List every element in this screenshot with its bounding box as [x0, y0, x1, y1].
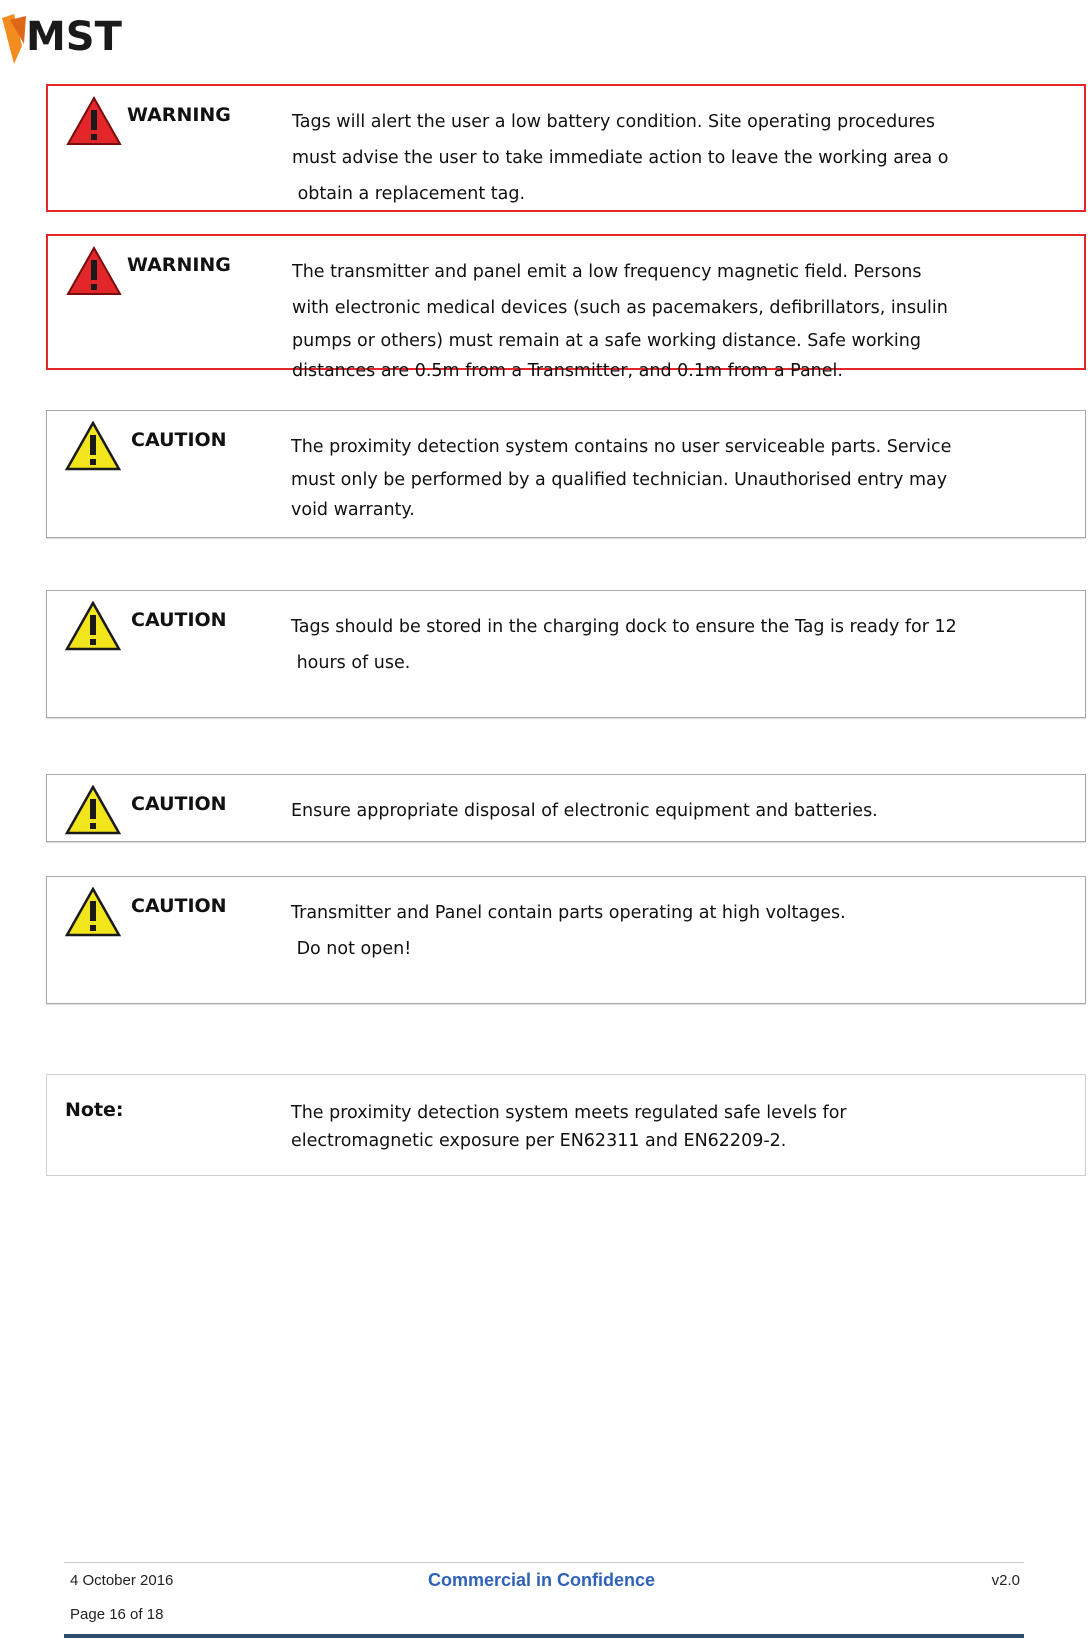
- notice-line: Tags should be stored in the charging dock to ensure the Tag is ready for 12: [291, 617, 957, 637]
- notice-label: CAUTION: [131, 609, 227, 631]
- logo-text: MST: [26, 14, 122, 60]
- footer-confidentiality: Commercial in Confidence: [428, 1570, 656, 1590]
- footer-version: v2.0: [991, 1572, 1020, 1589]
- notice-label: CAUTION: [131, 429, 227, 451]
- notice-line: pumps or others) must remain at a safe working distance. Safe working: [292, 331, 921, 351]
- warning-box: [46, 84, 1086, 212]
- footer-date: 4 October 2016: [70, 1572, 174, 1589]
- note-line: electromagnetic exposure per EN62311 and EN62209-2.: [291, 1131, 787, 1151]
- caution-icon: [65, 887, 121, 937]
- caution-icon: [65, 421, 121, 471]
- caution-icon: [65, 601, 121, 651]
- notice-line: Transmitter and Panel contain parts operating at high voltages.: [291, 903, 846, 923]
- note-box: [46, 1074, 1086, 1176]
- notice-text: [291, 609, 991, 681]
- note-text: [291, 1099, 991, 1155]
- notice-label: WARNING: [127, 254, 231, 276]
- notice-line: must advise the user to take immediate action to leave the working area o: [292, 148, 949, 168]
- note-label: Note:: [65, 1099, 124, 1121]
- notice-label: WARNING: [127, 104, 231, 126]
- notice-line: void warranty.: [291, 500, 415, 520]
- note-line: The proximity detection system meets regulated safe levels for: [291, 1103, 847, 1123]
- notice-line: The transmitter and panel emit a low frequency magnetic field. Persons: [292, 262, 922, 282]
- notice-line: with electronic medical devices (such as pacemakers, defibrillators, insulin: [292, 298, 948, 318]
- notice-line: obtain a replacement tag.: [292, 184, 526, 204]
- notice-text: [292, 104, 992, 212]
- notice-text: [291, 429, 991, 525]
- warning-icon: [66, 96, 122, 146]
- notice-label: CAUTION: [131, 895, 227, 917]
- notice-text: [292, 254, 992, 386]
- notice-line: Ensure appropriate disposal of electronic equipment and batteries.: [291, 801, 878, 821]
- notice-line: must only be performed by a qualified technician. Unauthorised entry may: [291, 470, 948, 490]
- notice-text: [291, 895, 991, 967]
- footer-accent-bar: [64, 1634, 1024, 1638]
- notice-line: distances are 0.5m from a Transmitter, and 0.1m from a Panel.: [292, 361, 843, 381]
- notice-text: [291, 793, 991, 829]
- mst-logo: [0, 6, 140, 66]
- footer-divider: [64, 1562, 1024, 1563]
- notice-line: The proximity detection system contains no user serviceable parts. Service: [291, 437, 952, 457]
- warning-box: [46, 234, 1086, 381]
- notice-line: Tags will alert the user a low battery condition. Site operating procedures: [292, 112, 936, 132]
- caution-box: [46, 590, 1086, 718]
- notice-line: hours of use.: [291, 653, 411, 673]
- caution-box: [46, 774, 1086, 842]
- notice-label: CAUTION: [131, 793, 227, 815]
- caution-box: [46, 876, 1086, 1004]
- notice-line: Do not open!: [291, 939, 412, 959]
- warning-icon: [66, 246, 122, 296]
- caution-icon: [65, 785, 121, 835]
- caution-box: [46, 410, 1086, 538]
- footer-page-number: Page 16 of 18: [70, 1606, 164, 1623]
